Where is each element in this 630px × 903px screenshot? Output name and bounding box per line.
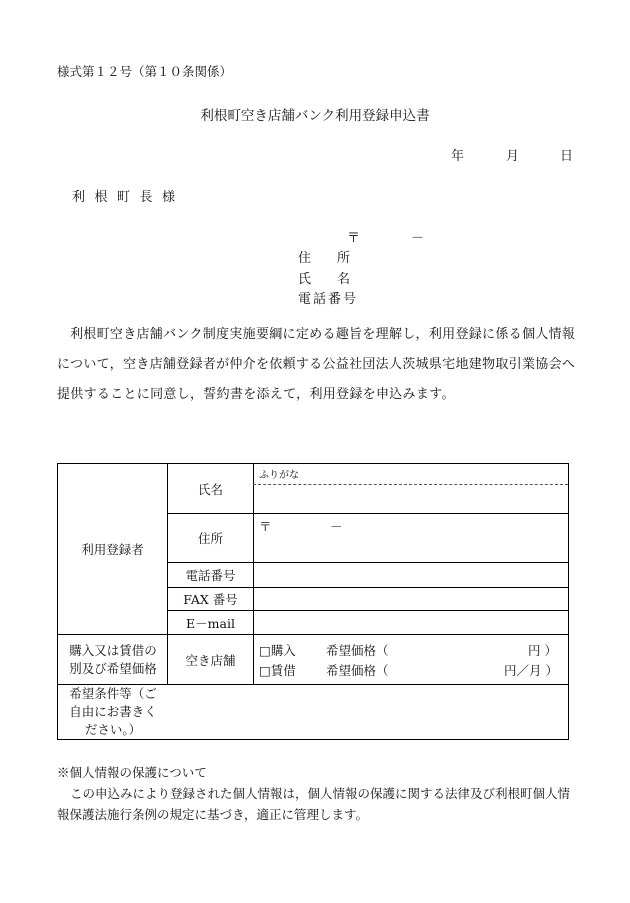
conditions-label: 希望条件等（ご自由にお書きください。）	[69, 686, 157, 737]
privacy-heading: ※個人情報の保護について	[57, 765, 207, 780]
applicant-address-label: 住 所	[298, 251, 351, 266]
document-title: 利根町空き店舗バンク利用登録申込書	[200, 108, 430, 124]
furigana-label: ふりがな	[259, 470, 299, 481]
date-day-label: 日	[560, 149, 574, 164]
date-year-label: 年	[451, 149, 465, 164]
applicant-name-label: 氏 名	[298, 272, 351, 287]
rent-price-label: 希望価格（	[326, 663, 389, 678]
rent-checkbox-option[interactable]: □賃借	[259, 663, 296, 678]
date-month-label: 月	[506, 149, 520, 164]
consent-statement: 利根町空き店舗バンク制度実施要綱に定める趣旨を理解し，利用登録に係る個人情報について，空き店舗登録者が仲介を依頼する公益社団法人茨城県宅地建物取引業協会へ提供することに同意し，誓約書を添えて，利用登録を申込みます。	[57, 327, 576, 402]
buy-price-unit: 円 ）	[528, 643, 557, 658]
addressee: 利根町長様	[72, 190, 185, 205]
address-field-label: 住所	[197, 531, 223, 546]
applicant-postal-mark: 〒	[347, 231, 361, 246]
vacant-store-label: 空き店舗	[185, 652, 236, 668]
buy-checkbox-option[interactable]: □購入	[259, 643, 296, 658]
registrant-label: 利用登録者	[81, 542, 144, 557]
fax-field-label: FAX 番号	[183, 592, 238, 607]
form-number: 様式第１２号（第１０条関係）	[57, 64, 233, 79]
purchase-or-rent-label: 購入又は賃借の別及び希望価格	[69, 642, 157, 676]
table-postal-dash: －	[330, 519, 343, 534]
phone-field-label: 電話番号	[185, 568, 236, 583]
rent-price-unit: 円／月 ）	[504, 663, 558, 678]
buy-price-label: 希望価格（	[326, 643, 389, 658]
name-field-label: 氏名	[197, 481, 223, 497]
applicant-phone-label: 電話番号	[298, 292, 359, 307]
table-postal-mark: 〒	[259, 519, 272, 534]
registration-table	[57, 463, 569, 740]
email-field-label: E－mail	[186, 615, 235, 631]
applicant-postal-dash: －	[411, 231, 425, 246]
privacy-text: この申込みにより登録された個人情報は，個人情報の保護に関する法律及び利根町個人情報保護法施行条例の規定に基づき，適正に管理します。	[57, 786, 571, 822]
